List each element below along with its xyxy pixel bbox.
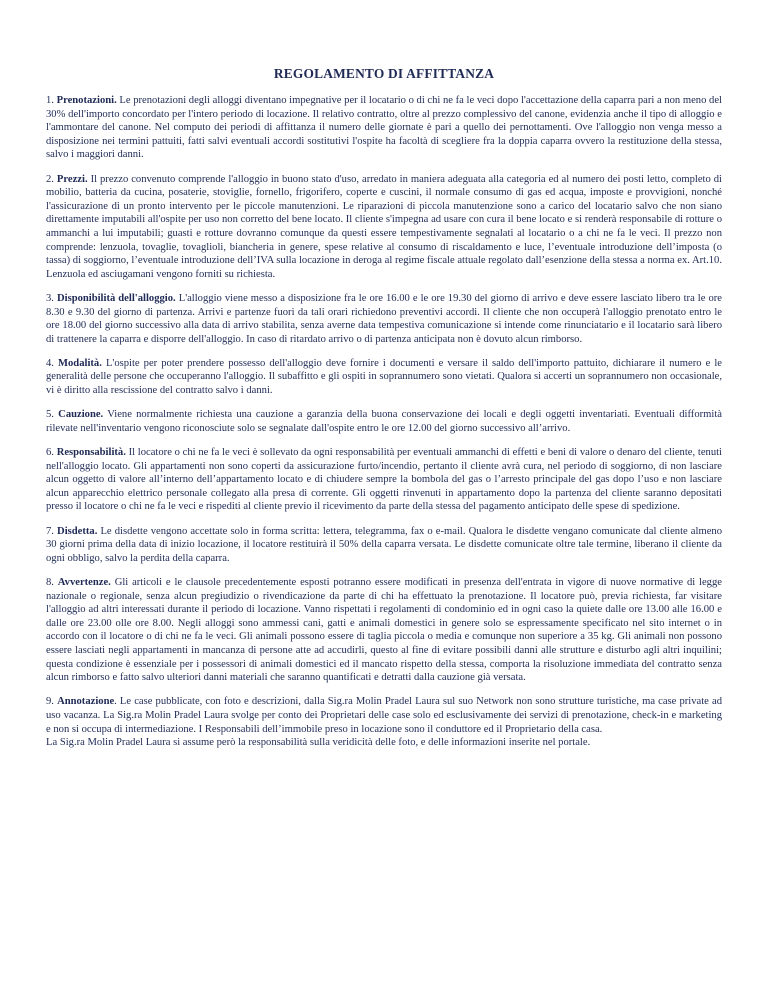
clause-number: 3. xyxy=(46,292,54,304)
clause-extra-text: La Sig.ra Molin Pradel Laura si assume però la responsabilità sulla veridicità delle foto, e delle informazioni inserite nel portale. xyxy=(46,737,591,749)
clause-text: L'alloggio viene messo a disposizione fra le ore 16.00 e le ore 19.30 del giorno di arrivo e deve essere lasciato libero tra le ore 8.30 e 9.30 del giorno di partenza. Arrivi e partenze fuori da tali orari richiedono preventivi accordi. Il cliente che non occuperà l'alloggio prenotato entro le ore 18.00 del giorno successivo alla data di arrivo stabilita, senza averne data tempestiva comunicazione si intende come rinunciatario e il locatario sarà libero di trattenere la caparra e disporre dell'alloggio. In caso di ritardato arrivo o di partenza anticipata non è dovuto alcun rimborso. xyxy=(46,292,723,345)
clause-number: 8. xyxy=(46,576,54,588)
clause-number: 9. xyxy=(46,696,54,708)
clause-text: Il prezzo convenuto comprende l'alloggio in buono stato d'uso, arredato in maniera adeguata alla categoria ed al numero dei posti letto, completo di mobilio, batteria da cucina, posaterie, stoviglie, fornello, frigorifero, coperte e cuscini, il normale consumo di gas ed acqua, imposte e provvigioni, nonché l'assicurazione di un pronto intervento per le piccole manutenzioni. Le riparazioni di piccola manutenzione sono a carico del locatario salvo che non siano direttamente imputabili all'ospite per uso non corretto del bene locato. Il cliente s'impegna ad usare con cura il bene locato e si renderà responsabile di rotture o ammanchi a lui imputabili; guasti e rotture dovranno comunque da questi essere tempestivamente segnalati al locatario o a chi ne fa le veci. Il prezzo non comprende: lenzuola, tovaglie, tovaglioli, biancheria in genere, spese relative al consumo di riscaldamento e luce, l’eventuale introduzione dell’imposta (o tassa) di soggiorno, l’eventuale introduzione dell’IVA sulla locazione in deroga al regime fiscale attuale regolato dall’esenzione della stessa a norma ex. Art.10. Lenzuola ed asciugamani vengono forniti su richiesta. xyxy=(46,173,722,280)
document-title: REGOLAMENTO DI AFFITTANZA xyxy=(273,66,495,81)
clause-avvertenze xyxy=(46,576,722,685)
clause-text: Gli articoli e le clausole precedentemente esposti potranno essere modificati in presenza dell'entrata in vigore di nuove normative di legge nazionale o regionale, senza alcun pregiudizio o rivendicazione da parte di chi ha effettuato la prenotazione. Il locatore può, previa richiesta, far visitare l'alloggio ad altri interessati durante il periodo di locazione. Vanno rispettati i regolamenti di condominio ed in ogni caso la quiete dalle ore 13.00 alle 16.00 e dalle ore 23.00 olle ore 8.00. Negli alloggi sono ammessi cani, gatti e animali domestici in genere solo se espressamente specificato nel sito internet o in accordo con il locatore o di chi ne fa le veci. Gli animali possono essere di taglia piccola o media e comunque non superiore a 35 kg. Gli animali non possono essere lasciati negli appartamenti in mancanza di persone atte ad accudirli, questo al fine di evitare possibili danni alle strutture e disturbo agli altri inquilini; questa condizione è essenziale per i possessori di animali domestici ed il mancato rispetto della stessa, comporta la risoluzione immediata del contratto senza alcun rimborso e fatto salvo ulteriori danni materiali che saranno quantificati e detratti dalla cauzione già versata. xyxy=(46,576,722,684)
clause-text: . Le case pubblicate, con foto e descrizioni, dalla Sig.ra Molin Pradel Laura sul suo Network non sono strutture turistiche, ma case private ad uso vacanza. La Sig.ra Molin Pradel Laura svolge per conto dei Proprietari delle case solo ed esclusivamente dei servizi di prenotazione, check-in e marketing e non si occupa di intermediazione. I Responsabili dell’immobile preso in locazione sono il conduttore ed il Proprietario della casa. xyxy=(46,696,722,735)
clause-responsabilita xyxy=(46,446,722,514)
clause-number: 7. xyxy=(46,525,54,537)
clause-heading: Avvertenze. xyxy=(57,576,111,588)
clause-number: 5. xyxy=(46,409,54,421)
clause-number: 1. xyxy=(46,95,54,106)
clause-text: L'ospite per poter prendere possesso dell'alloggio deve fornire i documenti e versare il saldo dell'importo pattuito, dichiarare il numero e le generalità delle persone che occuperanno l'alloggio. Il subaffitto e gli ospiti in soprannumero sono vietati. Qualora si accerti un soprannumero non occasionale, vi è diritto alla rescissione del contratto salvo i danni. xyxy=(46,357,722,397)
clause-text: Le prenotazioni degli alloggi diventano impegnative per il locatario o di chi ne fa le veci dopo l'accettazione della caparra pari a non meno del 30% dell'importo concordato per l'intero periodo di locazione. Il relativo contratto, oltre al prezzo complessivo del canone, evidenzia anche il tipo di alloggio e l'ammontare del canone. Nel computo dei periodi di affittanza il numero delle giornate è pari a quello dei pernottamenti. Ove l'alloggio non venga messo a disposizione nei termini pattuiti, fatti salvi eventuali accordi sostitutivi l'ospite ha facoltà di scegliere fra la doppia caparra ovvero la restituzione della stessa, salvo i maggiori danni. xyxy=(46,95,722,161)
clause-modalita xyxy=(46,357,722,398)
clause-heading: Disdetta. xyxy=(57,525,98,537)
clause-annotazione xyxy=(46,695,722,749)
clause-heading: Disponibilità dell'alloggio. xyxy=(56,292,176,304)
clause-heading: Modalità. xyxy=(58,357,102,369)
clause-heading: Responsabilità. xyxy=(56,447,126,459)
clause-heading: Prenotazioni. xyxy=(56,95,117,106)
clause-disponibilita xyxy=(46,292,722,346)
clause-number: 4. xyxy=(46,357,54,369)
clause-text: Il locatore o chi ne fa le veci è sollevato da ogni responsabilità per eventuali ammanchi di effetti e beni di valore o denaro del cliente, tenuti nell'alloggio locato. Gli appartamenti non sono coperti da assicurazione furto/incendio, pertanto il cliente avrà cura, nel periodo di soggiorno, di non lasciare alcun oggetto di valore all’interno dell’appartamento locato e di chiudere sempre la bombola del gas o l’arresto principale del gas dopo l’uso e non lasciare alcun apparecchio elettrico personale collegato alla presa di corrente. Gli oggetti rinvenuti in appartamento dopo la partenza del cliente saranno depositati presso il locatore o chi ne fa le veci e rispediti al cliente previo il ricevimento da parte della stessa del pagamento anticipato delle spese di spedizione. xyxy=(46,447,722,513)
clause-disdetta xyxy=(46,525,722,566)
clause-heading: Cauzione. xyxy=(58,409,104,421)
clause-prezzi xyxy=(46,173,722,282)
clause-text: Viene normalmente richiesta una cauzione a garanzia della buona conservazione dei locali e degli oggetti inventariati. Eventuali difformità rilevate nell'inventario vengono riconosciute solo se segnalate dall'ospite entro le ore 12.00 del giorno successivo all’arrivo. xyxy=(46,409,722,434)
clause-heading: Annotazione xyxy=(57,696,115,708)
clause-text: Le disdette vengono accettate solo in forma scritta: lettera, telegramma, fax o e-mail. Qualora le disdette vengano comunicate dal cliente almeno 30 giorni prima della data di inizio locazione, il locatore restituirà il 50% della caparra versata. Le disdette comunicate oltre tale termine, liberano il cliente da ogni obbligo, salvo la perdita della caparra. xyxy=(46,525,722,564)
clause-prenotazioni xyxy=(46,94,722,162)
clause-heading: Prezzi. xyxy=(56,173,88,185)
clause-number: 6. xyxy=(46,447,54,459)
clause-number: 2. xyxy=(46,173,54,185)
clause-cauzione xyxy=(46,408,722,435)
